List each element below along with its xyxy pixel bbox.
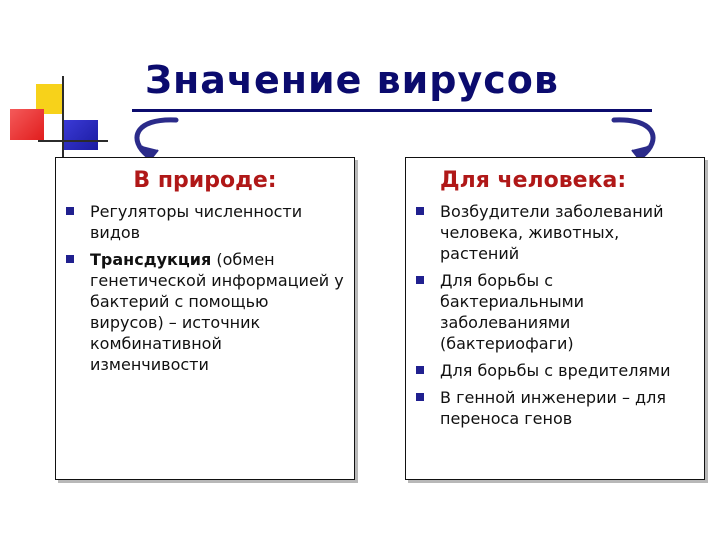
- list-item: [66, 249, 344, 375]
- square-bullet-icon: [66, 207, 74, 215]
- list-item-text: В генной инженерии – для переноса генов: [440, 388, 666, 428]
- square-bullet-icon: [416, 366, 424, 374]
- square-bullet-icon: [416, 393, 424, 401]
- list-item: [66, 201, 344, 243]
- decorative-blue-square: [64, 120, 98, 150]
- square-bullet-icon: [66, 255, 74, 263]
- title-underline: [132, 109, 652, 112]
- panel-heading-in-nature: В природе:: [133, 168, 277, 193]
- panel-heading-for-humans: Для человека:: [440, 168, 627, 193]
- list-for-humans: [406, 201, 704, 429]
- list-item: [416, 201, 694, 264]
- panel-in-nature: [55, 157, 355, 480]
- list-item: [416, 270, 694, 354]
- slide-title: Значение вирусов: [145, 58, 559, 102]
- list-item-bold-term: Трансдукция: [90, 250, 212, 269]
- square-bullet-icon: [416, 207, 424, 215]
- square-bullet-icon: [416, 276, 424, 284]
- list-item-text: Для борьбы с бактериальными заболеваниями (бактериофаги): [440, 271, 585, 353]
- panel-for-humans: [405, 157, 705, 480]
- list-in-nature: [56, 201, 354, 375]
- list-item-text: (обмен генетической информацией у бактерий с помощью вирусов) – источник комбинативной изменчивости: [90, 250, 344, 374]
- list-item-text: Возбудители заболеваний человека, животных, растений: [440, 202, 664, 263]
- list-item-text: Для борьбы с вредителями: [440, 361, 671, 380]
- list-item: [416, 360, 694, 381]
- decorative-horizontal-line: [38, 140, 108, 142]
- decorative-red-square: [10, 109, 44, 140]
- list-item-text: Регуляторы численности видов: [90, 202, 303, 242]
- decorative-vertical-line: [62, 76, 64, 160]
- list-item: [416, 387, 694, 429]
